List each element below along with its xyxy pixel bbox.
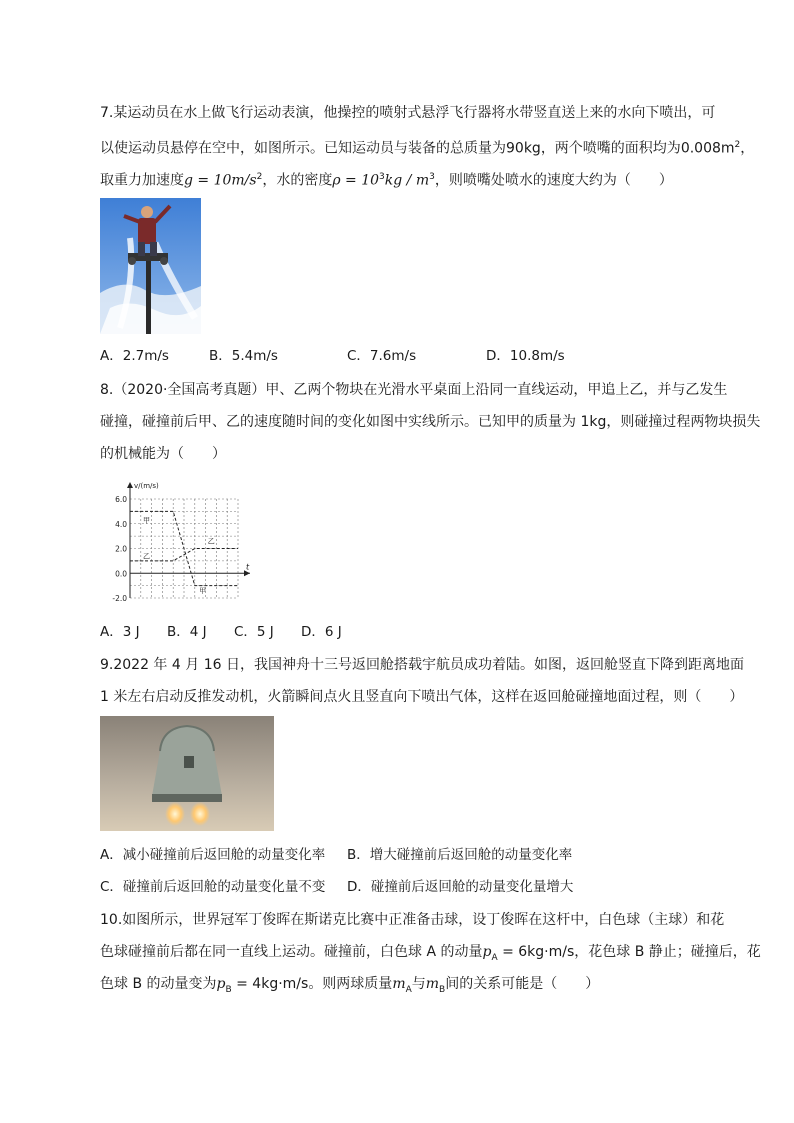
q8-option-b[interactable]: B．4 J [167,624,207,640]
q7-text: ，两个喷嘴的面积均为 [540,140,681,157]
q10-pa-value: = 6kg·m/s [497,944,575,960]
q10-ma-sub: A [405,984,412,995]
q9-option-d[interactable]: D．碰撞前后返回舱的动量变化量增大 [347,879,574,895]
q7-text: 以使运动员悬停在空中，如图所示。已知运动员与装备的总质量为 [100,140,506,157]
x-axis-label: t [246,562,250,572]
q7-text: ， [740,140,755,157]
q7-density-unit-exp: 3 [429,172,435,182]
q10-text: 间的关系可能是（ ） [445,976,600,992]
q7-line-3 [100,168,673,190]
q10-text: ，花色球 B 静止；碰撞后，花 [574,944,761,960]
q10-pb-sub: B [225,984,232,995]
q7-text: 取重力加速度 [100,172,184,189]
q7-gravity: g = 10m/s [184,172,257,189]
velocity-time-chart [100,477,260,607]
q7-line-2 [100,136,754,158]
q7-option-a[interactable]: A．2.7m/s [100,348,169,364]
q8-option-a[interactable]: A．3 J [100,624,140,640]
q7-gravity-exp: 2 [256,172,263,182]
series-annotation: 乙 [207,537,215,546]
q9-option-c[interactable]: C．碰撞前后返回舱的动量变化量不变 [100,879,326,895]
q7-mass: 90kg [506,140,541,157]
q10-pa: p [482,944,492,960]
chart-axes [127,482,250,598]
q8-option-c[interactable]: C．5 J [234,624,274,640]
q10-pb: p [216,976,226,992]
q10-text: 色球 B 的动量变为 [100,976,217,992]
q9-line-1: 9.2022 年 4 月 16 日，我国神舟十三号返回舱搭载宇航员成功着陆。如图，返回舱竖直下降到距离地面 [100,657,744,673]
q7-density: ρ = 10 [332,172,380,189]
q7-area: 0.008m [680,140,735,157]
q7-density-exp: 3 [379,172,385,182]
q7-option-b[interactable]: B．5.4m/s [209,348,278,364]
q7-text: ，水的密度 [262,172,333,189]
q7-option-c[interactable]: C．7.6m/s [347,348,417,364]
q9-line-2: 1 米左右启动反推发动机，火箭瞬间点火且竖直向下喷出气体，这样在返回舱碰撞地面过程，则（ ） [100,689,744,705]
q8-line-3: 的机械能为（ ） [100,446,226,462]
q10-pa-sub: A [491,952,498,963]
q7-option-d[interactable]: D．10.8m/s [486,348,565,364]
q10-line-3 [100,975,599,999]
y-tick-label: 6.0 [115,495,127,504]
q7-text: ，则喷嘴处喷水的速度大约为（ ） [434,172,673,189]
q10-text: 色球碰撞前后都在同一直线上运动。碰撞前，白色球 A 的动量 [100,944,483,960]
y-axis-label: v/(m/s) [134,482,159,490]
q9-option-a[interactable]: A．减小碰撞前后返回舱的动量变化率 [100,847,326,863]
series-annotation: 甲 [142,516,150,525]
y-tick-label: 2.0 [115,544,127,554]
q10-line-2 [100,943,761,967]
q7-line-1: 7.某运动员在水上做飞行运动表演，他操控的喷射式悬浮飞行器将水带竖直送上来的水向下喷出，可 [100,105,716,121]
q10-mb-sub: B [439,984,446,995]
q10-text: 与 [411,976,426,992]
q7-density-unit: kg / m [384,172,430,189]
q8-option-d[interactable]: D．6 J [301,624,342,640]
q10-ma: m [392,976,406,992]
q8-line-2: 碰撞，碰撞前后甲、乙的速度随时间的变化如图中实线所示。已知甲的质量为 1kg，则碰撞过程两物块损失 [100,414,761,430]
q8-line-1: 8.（2020·全国高考真题）甲、乙两个物块在光滑水平桌面上沿同一直线运动，甲追上乙，并与乙发生 [100,382,728,398]
chart-labels [112,482,250,603]
y-axis-arrow [127,482,133,488]
q10-line-1: 10.如图所示，世界冠军丁俊晖在斯诺克比赛中正准备击球，设丁俊晖在这杆中，白色球（主球）和花 [100,912,725,928]
series-annotation: 乙 [142,552,150,561]
y-tick-label: 4.0 [115,519,127,529]
q10-text: 。则两球质量 [308,976,393,992]
y-tick-label: -2.0 [112,594,127,603]
q10-pb-value: = 4kg·m/s [231,976,309,992]
q7-area-exp: 2 [734,140,741,150]
flyboard-photo [100,198,201,334]
return-capsule-photo [100,716,274,831]
q9-option-b[interactable]: B．增大碰撞前后返回舱的动量变化率 [347,847,573,863]
series-annotation: 甲 [199,587,207,596]
y-tick-label: 0.0 [115,569,127,579]
q10-mb: m [425,976,440,992]
